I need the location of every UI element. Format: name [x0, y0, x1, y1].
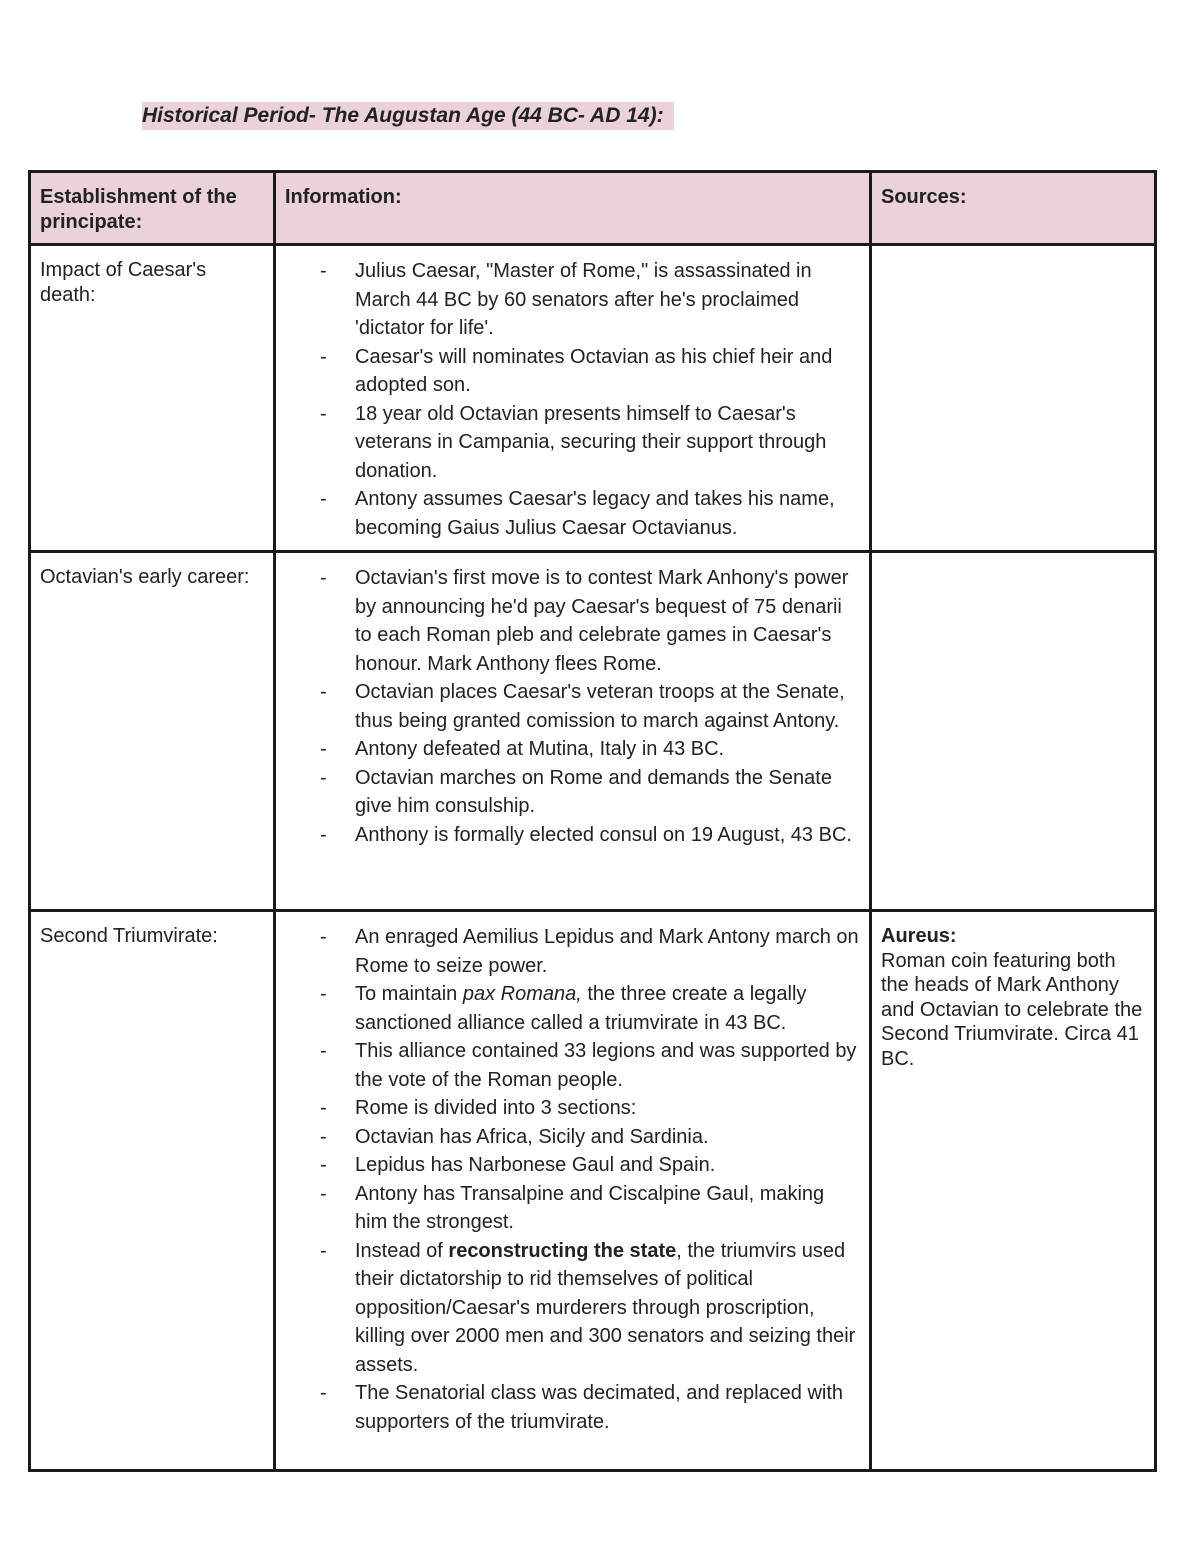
header-sources: Sources:	[871, 172, 1156, 245]
item-text: , the triumvirs used their dictatorship to rid themselves of political opposition/Caesar's murderers through proscription, killing over 2000 men and 300 senators and seizing their assets.	[355, 1239, 856, 1376]
list-item: - Lepidus has Narbonese Gaul and Spain.	[355, 1151, 861, 1180]
notes-table	[28, 170, 1157, 1472]
list-item: - Caesar's will nominates Octavian as his chief heir and adopted son.	[355, 343, 861, 400]
information-cell	[275, 552, 871, 911]
list-item: - Antony assumes Caesar's legacy and takes his name, becoming Gaius Julius Caesar Octavianus.	[355, 485, 861, 542]
list-item: - Julius Caesar, "Master of Rome," is assassinated in March 44 BC by 60 senators after he's proclaimed 'dictator for life'.	[355, 257, 861, 343]
list-item	[355, 1237, 861, 1380]
header-information: Information:	[275, 172, 871, 245]
sources-cell	[871, 245, 1156, 552]
list-item: - Octavian places Caesar's veteran troops at the Senate, thus being granted comission to march against Antony.	[355, 678, 861, 735]
item-text: To maintain	[355, 983, 463, 1005]
table-row	[30, 552, 1156, 911]
row-label: Impact of Caesar's death:	[30, 245, 275, 552]
document-title: Historical Period- The Augustan Age (44 BC- AD 14):	[142, 102, 674, 130]
item-text: Instead of	[355, 1239, 449, 1262]
bullet-list	[285, 923, 861, 1436]
list-item: - Antony has Transalpine and Ciscalpine Gaul, making him the strongest.	[355, 1180, 861, 1237]
list-item	[355, 980, 861, 1037]
list-item: - Octavian marches on Rome and demands the Senate give him consulship.	[355, 764, 861, 821]
source-title: Aureus:	[881, 925, 957, 947]
information-cell	[275, 911, 871, 1471]
source-description: Roman coin featuring both the heads of Mark Anthony and Octavian to celebrate the Second Triumvirate. Circa 41 BC.	[881, 949, 1143, 1070]
list-item: - Rome is divided into 3 sections:	[355, 1094, 861, 1123]
sources-cell	[871, 911, 1156, 1471]
item-italic-text: pax Romana,	[462, 983, 582, 1005]
bullet-list	[285, 257, 861, 542]
header-topic: Establishment of the principate:	[30, 172, 275, 245]
list-item: - Antony defeated at Mutina, Italy in 43 BC.	[355, 735, 861, 764]
list-item: - Octavian has Africa, Sicily and Sardinia.	[355, 1123, 861, 1152]
table-row	[30, 911, 1156, 1471]
list-item: - Octavian's first move is to contest Mark Anhony's power by announcing he'd pay Caesar's bequest of 75 denarii to each Roman pleb and celebrate games in Caesar's honour. Mark Anthony flees Rome.	[355, 564, 861, 678]
table-row	[30, 245, 1156, 552]
header-row	[30, 172, 1156, 245]
information-cell	[275, 245, 871, 552]
sources-cell	[871, 552, 1156, 911]
bullet-list	[285, 564, 861, 849]
list-item: - An enraged Aemilius Lepidus and Mark Antony march on Rome to seize power.	[355, 923, 861, 980]
list-item: - 18 year old Octavian presents himself to Caesar's veterans in Campania, securing their support through donation.	[355, 400, 861, 486]
list-item: - Anthony is formally elected consul on 19 August, 43 BC.	[355, 821, 861, 850]
row-label: Octavian's early career:	[30, 552, 275, 911]
list-item: - This alliance contained 33 legions and was supported by the vote of the Roman people.	[355, 1037, 861, 1094]
row-label: Second Triumvirate:	[30, 911, 275, 1471]
item-bold-text: reconstructing the state	[448, 1239, 677, 1262]
list-item: - The Senatorial class was decimated, and replaced with supporters of the triumvirate.	[355, 1379, 861, 1436]
item-text: the three create a legally sanctioned alliance called a triumvirate in 43 BC.	[355, 983, 807, 1034]
